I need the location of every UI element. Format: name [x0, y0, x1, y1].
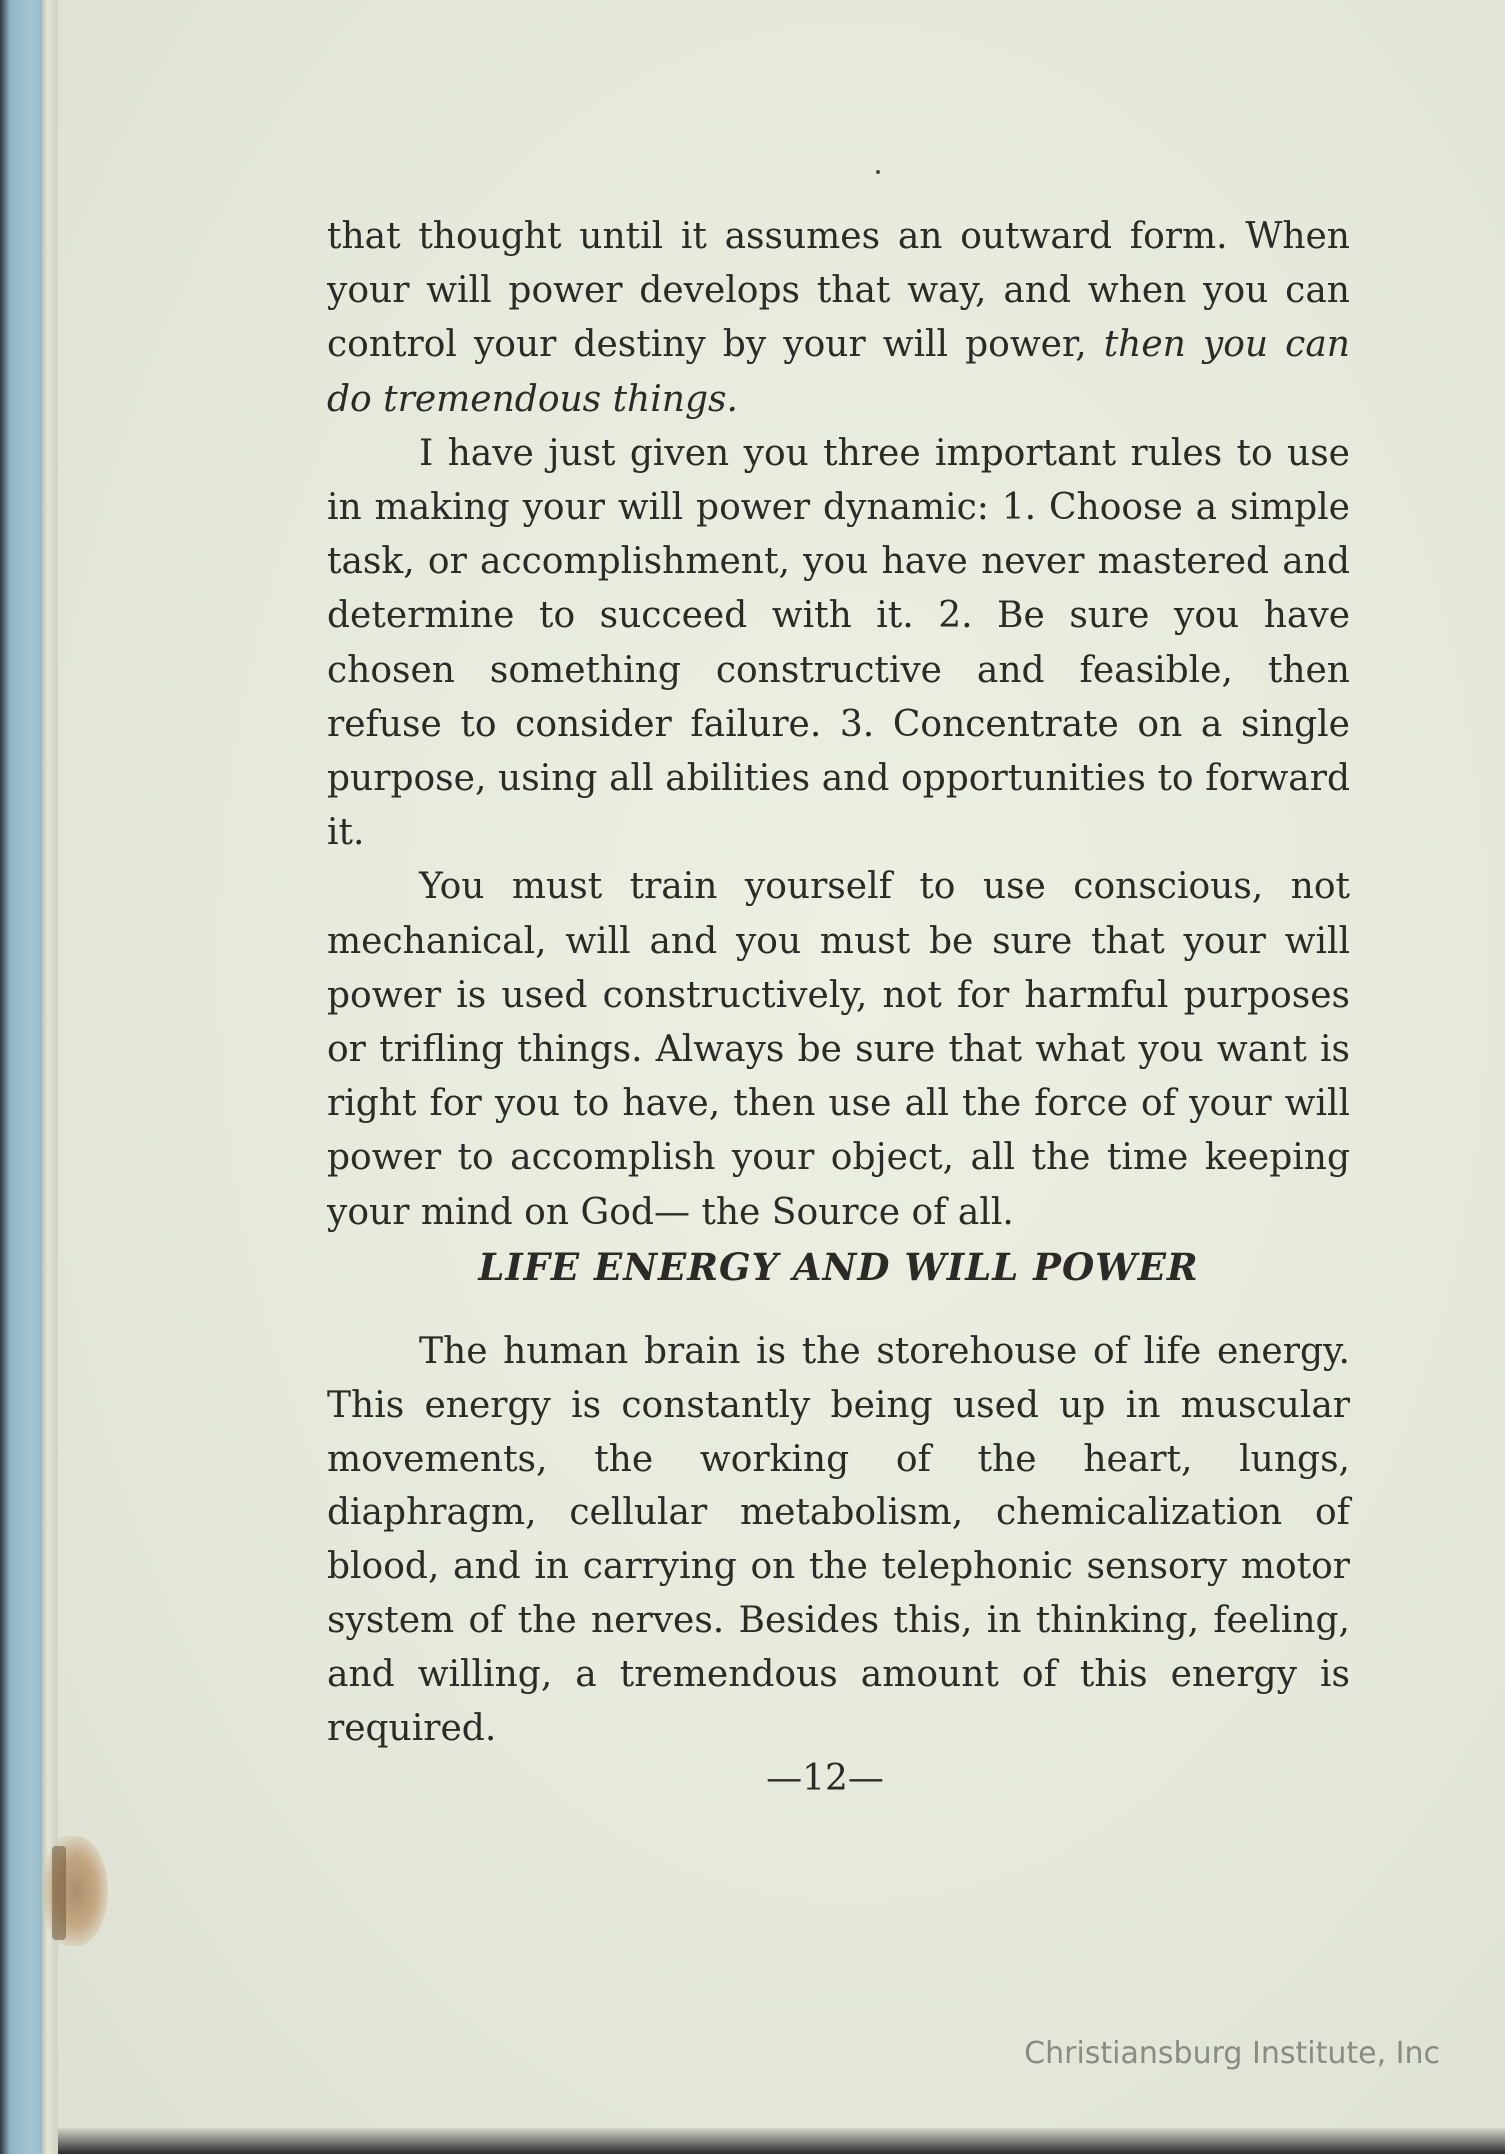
- body-text-lower: [327, 1325, 1350, 1755]
- paragraph-1-text: that thought until it assumes an outward form. When your will power develops that way, and when you can control your destiny by your will power,: [327, 216, 1350, 366]
- watermark: Christiansburg Institute, Inc: [1024, 2036, 1440, 2071]
- section-heading: LIFE ENERGY AND WILL POWER: [478, 1245, 1199, 1289]
- book-spine-cover: [0, 0, 48, 2154]
- paragraph-2: I have just given you three important rules to use in making your will power dynamic: 1. Choose a simple task, or accomplishment, you have never mastered and determine to succeed with it. 2. Be sure you have chosen something constructive and feasible, then refuse to consider failure. 3. Concentrate on a single purpose, using all abilities and opportunities to forward it.: [327, 432, 1350, 854]
- page-number: —12—: [766, 1758, 884, 1799]
- ink-speck: [876, 170, 880, 174]
- paragraph-1-italic: then you can do tremendous things.: [327, 324, 1350, 420]
- paragraph-3: You must train yourself to use conscious, not mechanical, will and you must be sure that your will power is used constructively, not for harmful purposes or trifling things. Always be sure that what you want is right for you to have, then use all the force of your will power to accomplish your object, all the time keeping your mind on God— the Source of all.: [327, 866, 1350, 1233]
- page-bottom-shadow: [58, 2128, 1505, 2154]
- tape-stain-core: [52, 1846, 66, 1940]
- paragraph-4: The human brain is the storehouse of life energy. This energy is constantly being used up in muscular movements, the working of the heart, lungs, diaphragm, cellular metabolism, chemicalization of blood, and in carrying on the telephonic sensory motor system of the nerves. Besides this, in thinking, feeling, and willing, a tremendous amount of this energy is required.: [327, 1331, 1350, 1749]
- paragraph-1: [327, 210, 1350, 427]
- body-text-upper: [327, 210, 1350, 1240]
